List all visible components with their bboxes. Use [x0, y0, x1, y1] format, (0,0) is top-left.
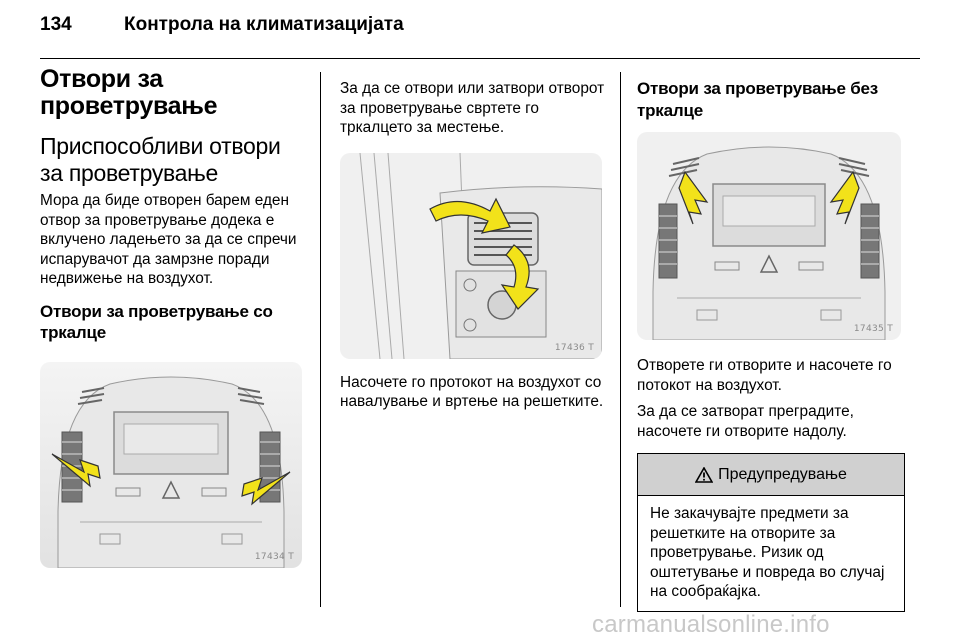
warning-text: Не закачувајте предмети за решетките на отворите за проветрување. Ризик од оштетување и повреда во случај на сообраќајка.: [650, 505, 885, 600]
subsection-title-no-wheel: Отвори за проветрување без тркалце: [637, 79, 879, 120]
page-number: 134: [40, 14, 72, 35]
column-3: [637, 66, 905, 612]
warning-header: [638, 454, 904, 496]
dashboard-vents-illustration: [637, 132, 901, 340]
image-code: 17436 T: [554, 342, 594, 353]
body-paragraph: Насочете го протокот на воздухот со навалување и вртење на решетките.: [340, 373, 604, 410]
warning-triangle-icon: [695, 467, 713, 483]
body-paragraph: За да се затворат преградите, насочете ги отворите надолу.: [637, 403, 854, 440]
column-divider: [320, 72, 321, 607]
subsection-title-wheel: Отвори за проветрување со тркалце: [40, 301, 273, 342]
illustration-center-vents-wheel: [40, 362, 302, 568]
illustration-center-vents-no-wheel: [637, 132, 901, 340]
side-vent-illustration: [340, 153, 602, 359]
column-2: [340, 66, 608, 412]
watermark: carmanualsonline.info: [592, 611, 830, 638]
warning-title: Предупредување: [718, 465, 847, 483]
body-paragraph: Мора да биде отворен барем еден отвор за проветрување додека е вклучено ладењето за да се спречи испарувачот да замрзне поради недвижење на воздухот.: [40, 192, 297, 287]
body-paragraph: За да се отвори или затвори отворот за проветрување свртете го тркалцето за местење.: [340, 80, 605, 136]
image-code: 17435 T: [853, 324, 893, 334]
column-divider: [620, 72, 621, 607]
image-code: 17434 T: [254, 551, 294, 562]
column-1: [40, 66, 308, 568]
page-header: [40, 14, 920, 44]
section-title: Отвори за проветрување: [40, 65, 218, 120]
body-paragraph: Отворете ги отворите и насочете го потокот на воздухот.: [637, 357, 892, 394]
header-divider: [40, 58, 920, 59]
page-title: Контрола на климатизацијата: [124, 14, 404, 35]
dashboard-vents-illustration: [40, 362, 302, 568]
warning-box: [637, 453, 905, 612]
subsection-title: Приспособливи отвори за проветрување: [40, 133, 281, 186]
illustration-side-vent-wheel: [340, 153, 602, 359]
